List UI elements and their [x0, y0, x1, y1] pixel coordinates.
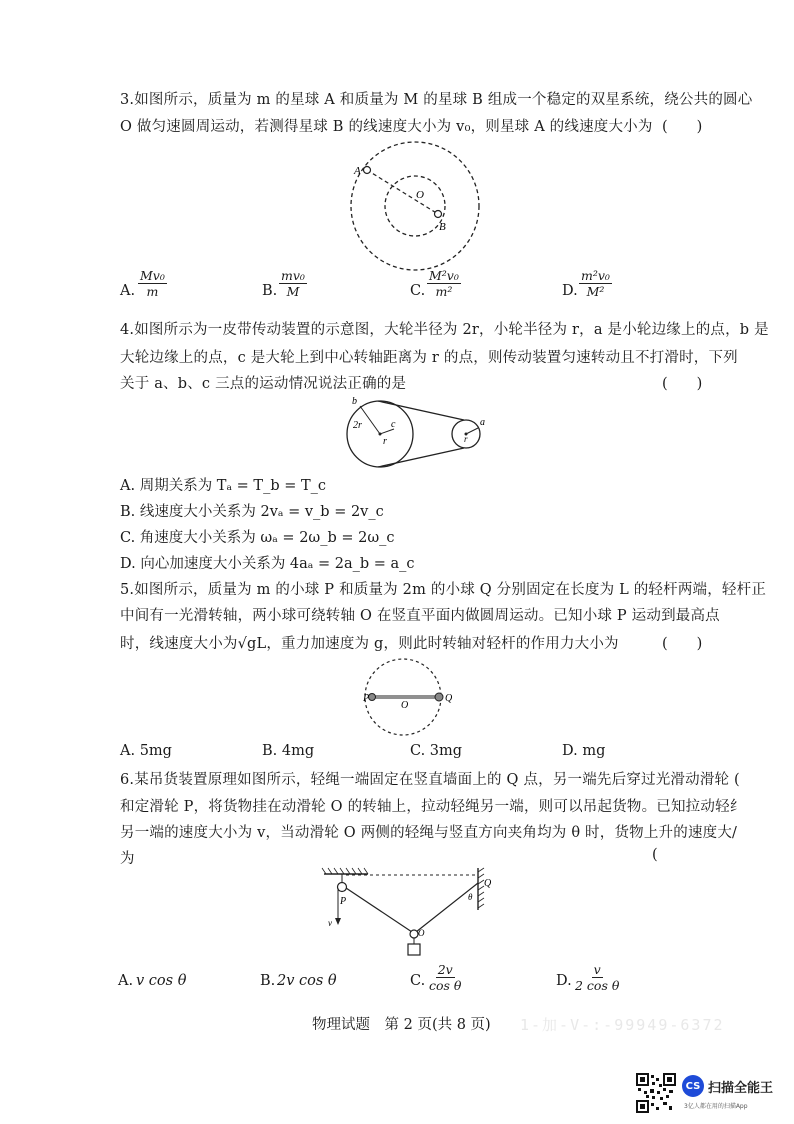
q3-option-a-fraction	[138, 268, 167, 299]
q3-label-o: O	[416, 189, 424, 201]
q4-option-c: C. 角速度大小关系为 ωₐ = 2ω_b = 2ω_c	[120, 530, 395, 546]
q3-option-d-fraction	[579, 268, 612, 299]
scanner-app-tagline: 3亿人都在用的扫描App	[684, 1103, 748, 1110]
q5-answer-paren: ( )	[662, 636, 703, 652]
q6-option-c-label: C.	[410, 973, 426, 989]
q3-option-c-fraction	[427, 268, 461, 299]
q5-text-line1: 5.如图所示，质量为 m 的小球 P 和质量为 2m 的小球 Q 分别固定在长度为 L 的轻杆两端，轻杆正	[120, 582, 767, 598]
q3-option-d-den: M²	[586, 284, 605, 299]
page-footer: 物理试题 第 2 页(共 8 页)	[312, 1017, 491, 1033]
q4-text-line1: 4.如图所示为一皮带传动装置的示意图，大轮半径为 2r，小轮半径为 r，a 是小轮边缘上的点，b 是	[120, 322, 769, 338]
q3-text-line2: O 做匀速圆周运动，若测得星球 B 的线速度大小为 v₀，则星球 A 的线速度大小为	[120, 119, 653, 135]
q4-label-a: a	[480, 417, 485, 428]
q4-option-b: B. 线速度大小关系为 2vₐ = v_b = 2v_c	[120, 504, 384, 520]
q6-option-a-label: A.	[118, 973, 134, 989]
q3-option-a-den: m	[146, 284, 159, 299]
star-b-icon	[435, 211, 442, 218]
q3-option-a-label: A.	[120, 283, 136, 299]
q3-option-b-label: B.	[262, 283, 278, 299]
q5-text-line2: 中间有一光滑转轴，两小球可绕转轴 O 在竖直平面内做圆周运动。已知小球 P 运动到最高点	[120, 608, 720, 624]
q4-option-a: A. 周期关系为 Tₐ = T_b = T_c	[120, 478, 327, 494]
qr-code-icon	[636, 1073, 676, 1113]
movable-pulley-o-icon	[410, 930, 418, 938]
q5-option-c: C. 3mg	[410, 743, 463, 759]
q4-label-c: c	[391, 419, 396, 430]
q6-option-c-den: cos θ	[429, 978, 462, 993]
q5-label-o: O	[401, 700, 409, 711]
q5-label-p: P	[363, 693, 370, 704]
q5-rod-figure	[360, 655, 470, 741]
q6-option-c-num: 2v	[437, 962, 453, 977]
q6-text-line2: 和定滑轮 P，将货物挂在动滑轮 O 的转轴上，拉动轻绳另一端，则可以吊起货物。已知拉动轻纟	[120, 799, 745, 815]
q6-label-q: Q	[484, 878, 492, 889]
q5-label-q: Q	[445, 693, 453, 704]
q4-answer-paren: ( )	[662, 376, 703, 392]
q4-label-small-r: r	[464, 434, 468, 444]
q3-answer-paren: ( )	[662, 119, 703, 135]
q6-label-v: v	[328, 918, 332, 928]
q5-option-b: B. 4mg	[262, 743, 315, 759]
q3-option-d-num: m²v₀	[581, 268, 610, 283]
cargo-box-icon	[408, 944, 420, 955]
q3-option-d-label: D.	[562, 283, 578, 299]
q3-text-line1: 3.如图所示，质量为 m 的星球 A 和质量为 M 的星球 B 组成一个稳定的双星系统，绕公共的圆心	[120, 92, 753, 108]
q4-label-b: b	[352, 396, 357, 407]
q5-option-a: A. 5mg	[120, 743, 172, 759]
q6-label-o: O	[418, 928, 425, 938]
q6-label-theta: θ	[468, 892, 473, 902]
q4-text-line2: 大轮边缘上的点，c 是大轮上到中心转轴距离为 r 的点，则传动装置匀速转动且不打滑时，下列	[120, 350, 738, 366]
q4-belt-drive-figure	[338, 392, 488, 472]
q3-option-b-num: mv₀	[281, 268, 305, 283]
q4-option-d: D. 向心加速度大小关系为 4aₐ = 2a_b = a_c	[120, 556, 415, 572]
q4-text-line3: 关于 a、b、c 三点的运动情况说法正确的是	[120, 376, 407, 392]
q6-option-a-text: v cos θ	[136, 973, 187, 989]
q5-option-d: D. mg	[562, 743, 606, 759]
q3-option-c-label: C.	[410, 283, 426, 299]
q6-option-d-fraction	[573, 962, 621, 993]
q6-option-d-label: D.	[556, 973, 572, 989]
scanner-app-name: 扫描全能王	[708, 1081, 774, 1096]
watermark-text: 1-加-V-:-99949-6372	[520, 1016, 725, 1034]
q6-label-p: P	[340, 896, 347, 907]
q5-text-line3: 时，线速度大小为√gL，重力加速度为 g，则此时转轴对轻杆的作用力大小为	[120, 636, 619, 652]
camscanner-logo-icon: CS	[682, 1075, 704, 1097]
q6-option-d-num: v	[593, 962, 601, 977]
q3-option-b-den: M	[286, 284, 300, 299]
q3-label-b: B	[439, 221, 446, 233]
q3-option-a-num: Mv₀	[140, 268, 165, 283]
q3-label-a: A	[354, 165, 361, 177]
q6-pulley-figure	[318, 866, 498, 960]
q3-option-b-fraction	[279, 268, 307, 299]
q3-double-star-figure	[340, 138, 490, 273]
q6-text-line1: 6.某吊货装置原理如图所示，轻绳一端固定在竖直墙面上的 Q 点，另一端先后穿过光滑动滑轮 (	[120, 772, 740, 788]
q6-text-line3: 另一端的速度大小为 v，当动滑轮 O 两侧的轻绳与竖直方向夹角均为 θ 时，货物上升的速度大/	[120, 825, 738, 841]
q6-option-c-fraction	[427, 962, 463, 993]
fixed-pulley-p-icon	[338, 883, 347, 892]
q6-option-b-label: B.	[260, 973, 276, 989]
q6-text-line4: 为	[120, 851, 135, 867]
q6-option-b-text: 2v cos θ	[277, 973, 337, 989]
q3-option-c-den: m²	[435, 284, 453, 299]
q4-label-r: r	[383, 436, 387, 447]
q6-option-d-den: 2 cos θ	[575, 978, 620, 993]
q4-label-2r: 2r	[353, 420, 362, 431]
q3-option-c-num: M²v₀	[429, 268, 459, 283]
star-a-icon	[364, 167, 371, 174]
q6-answer-paren: (	[652, 847, 658, 863]
